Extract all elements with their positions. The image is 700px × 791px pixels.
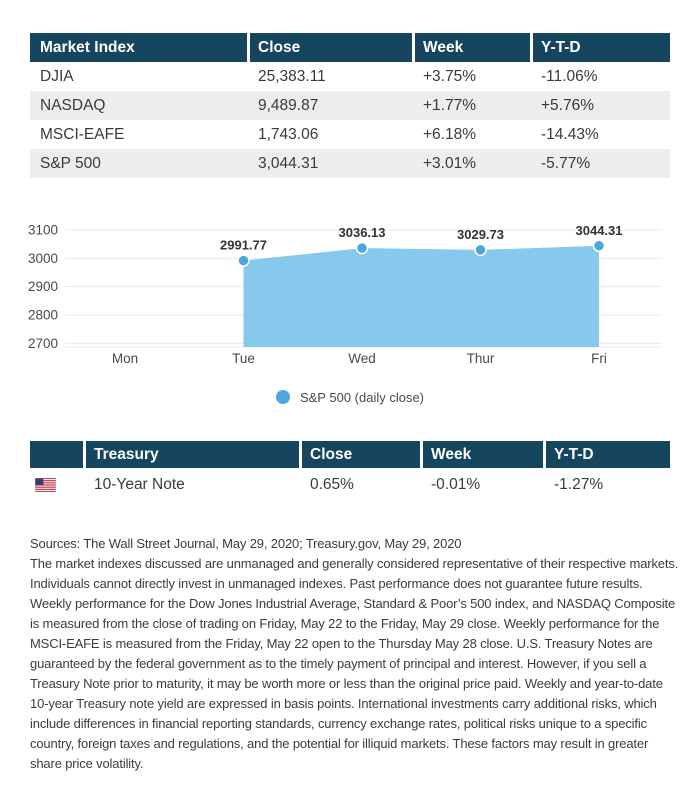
- x-axis-tick-label: Thur: [466, 351, 495, 366]
- disclaimer-text: The market indexes discussed are unmanaged and generally considered representative of their respective markets. Individuals cannot directly invest in unmanaged indexes. Past performance does not guarantee future results. Weekly performance for the Dow Jones Industrial Average, Standard & Poor’s 500 index, and NASDAQ Composite is measured from the close of trading on Friday, May 22 to the Friday, May 29 close. Weekly performance for the MSCI-EAFE is measured from the Friday, May 22 open to the Thursday May 28 close. U.S. Treasury Notes are guaranteed by the federal government as to the timely payment of principal and interest. However, if you sell a Treasury Note prior to maturity, it may be worth more or less than the original price paid. Weekly and year-to-date 10-year Treasury note yield are expressed in basis points. International investments carry additional risks, which include differences in financial reporting standards, currency exchange rates, political risks unique to a specific country, foreign taxes and regulations, and the potential for illiquid markets. These factors may result in greater share price volatility.: [30, 556, 679, 771]
- market-index-header-close: Close: [250, 33, 415, 62]
- cell-flag: [30, 468, 86, 502]
- data-point-label: 3044.31: [575, 222, 623, 238]
- cell-week: +3.01%: [415, 149, 533, 178]
- treasury-header-close: Close: [302, 441, 423, 468]
- cell-index-name: MSCI-EAFE: [40, 126, 125, 143]
- footer-text: [30, 534, 680, 774]
- data-point-label: 3036.13: [338, 225, 386, 241]
- x-axis-tick-label: Wed: [348, 351, 376, 366]
- legend-dot-icon: [276, 390, 290, 404]
- y-axis-tick-label: 2700: [27, 335, 58, 351]
- cell-week: +6.18%: [423, 126, 477, 143]
- y-axis-tick-label: 3000: [27, 250, 58, 266]
- data-point-marker: [357, 243, 368, 254]
- cell-close: 0.65%: [310, 476, 354, 493]
- treasury-header-week: Week: [423, 441, 546, 468]
- cell-week: +1.77%: [415, 91, 533, 120]
- cell-ytd: -11.06%: [541, 68, 598, 85]
- x-axis-tick-label: Tue: [232, 351, 255, 366]
- data-point-label: 2991.77: [220, 237, 267, 253]
- market-index-header-name: Market Index: [30, 33, 250, 62]
- cell-close: 3,044.31: [250, 149, 415, 178]
- x-axis-tick-label: Fri: [591, 351, 607, 366]
- treasury-header-flag: [30, 441, 86, 468]
- treasury-header-ytd: Y-T-D: [546, 441, 670, 468]
- cell-week: -0.01%: [431, 476, 481, 493]
- y-axis-tick-label: 3100: [27, 222, 58, 238]
- data-point-marker: [238, 255, 249, 266]
- sp500-area-chart: [0, 205, 700, 370]
- cell-ytd: -14.43%: [541, 126, 599, 143]
- market-index-table: [30, 33, 670, 178]
- market-index-header-ytd: Y-T-D: [533, 33, 670, 62]
- cell-index-name: NASDAQ: [30, 91, 250, 120]
- market-index-header-week: Week: [415, 33, 533, 62]
- legend-label: S&P 500 (daily close): [299, 389, 425, 405]
- treasury-header-name: Treasury: [86, 441, 302, 468]
- chart-legend: [0, 387, 700, 407]
- area-fill: [244, 246, 600, 347]
- x-axis-tick-label: Mon: [111, 351, 139, 366]
- cell-close: 9,489.87: [250, 91, 415, 120]
- cell-close: 25,383.11: [258, 68, 326, 85]
- cell-week: +3.75%: [423, 68, 477, 85]
- treasury-table: [30, 441, 670, 502]
- data-point-label: 3029.73: [457, 226, 504, 242]
- sources-line: Sources: The Wall Street Journal, May 29, 2020; Treasury.gov, May 29, 2020: [30, 536, 462, 551]
- us-flag-icon: [35, 478, 56, 492]
- cell-index-name: DJIA: [40, 68, 74, 85]
- y-axis-tick-label: 2800: [27, 307, 58, 323]
- y-axis-tick-label: 2900: [27, 279, 58, 295]
- sp500-chart: [0, 205, 700, 370]
- cell-ytd: -1.27%: [554, 476, 604, 493]
- cell-ytd: -5.77%: [533, 149, 670, 178]
- cell-ytd: +5.76%: [533, 91, 670, 120]
- data-point-marker: [475, 244, 486, 255]
- cell-treasury-name: 10-Year Note: [94, 476, 185, 493]
- cell-index-name: S&P 500: [30, 149, 250, 178]
- data-point-marker: [594, 240, 605, 251]
- cell-close: 1,743.06: [258, 126, 319, 143]
